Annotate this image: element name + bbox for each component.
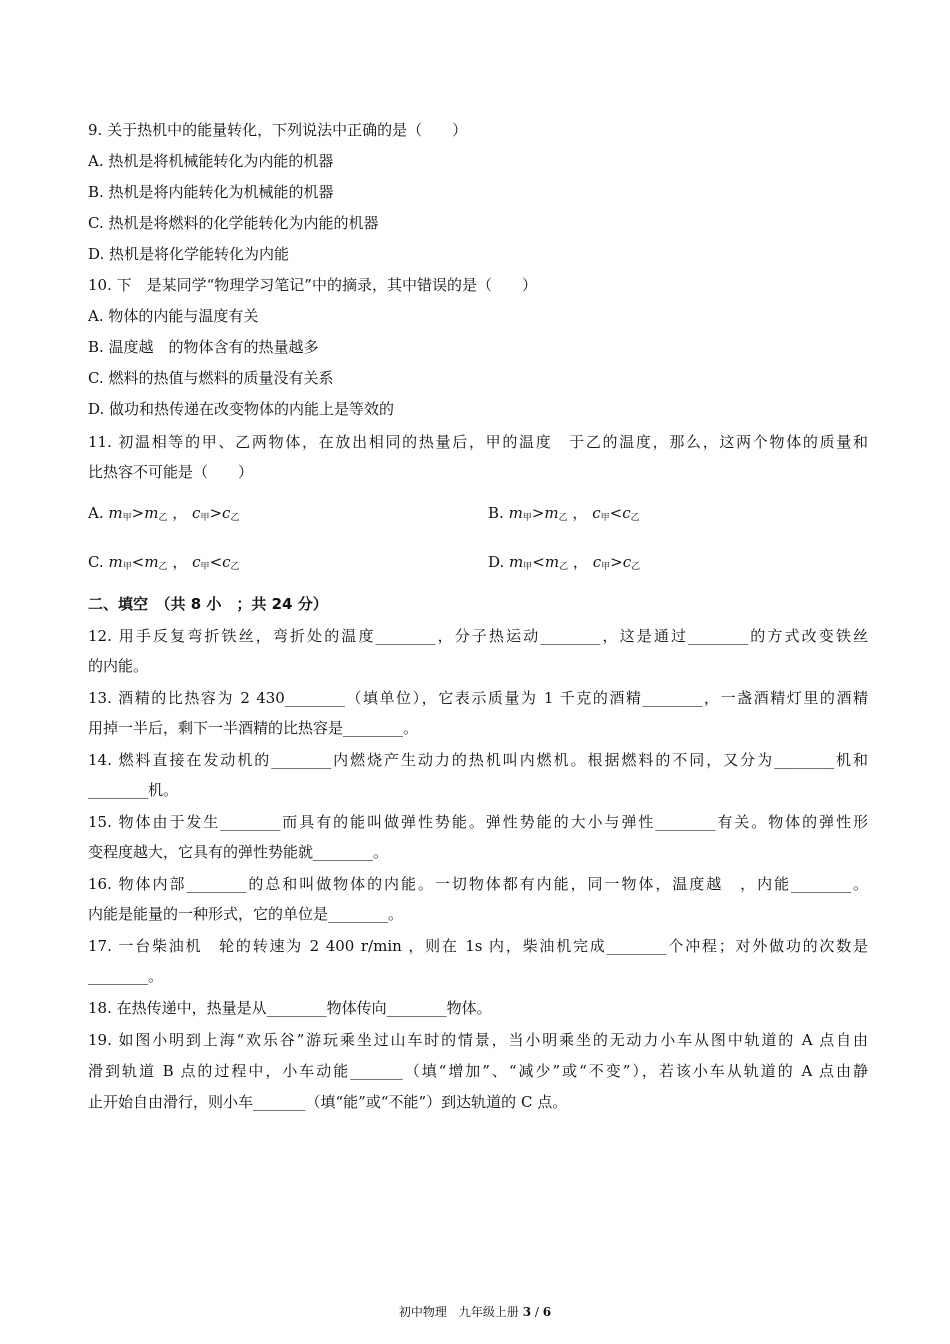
q9-option-d: D. 热机是将化学能转化为内能 xyxy=(88,245,290,263)
q15-line1: 15. 物体由于发生________而具有的能叫做弹性势能。弹性势能的大小与弹性________有关。物体的弹性形 xyxy=(88,813,868,831)
page-footer: 初中物理 九年级上册 3 / 6 xyxy=(398,1305,552,1319)
q11-stem-line2: 比热容不可能是（ ） xyxy=(88,463,254,481)
q13-line2: 用掉一半后，剩下一半酒精的比热容是________。 xyxy=(88,719,419,737)
q11-option-c: C. $m_甲<m_乙$ ， $c_甲<c_乙$ xyxy=(88,553,240,572)
q10-option-c: C. 燃料的热值与燃料的质量没有关系 xyxy=(88,369,334,387)
q13-line1: 13. 酒精的比热容为 2 430________（填单位），它表示质量为 1 千克的酒精________，一盏酒精灯里的酒精 xyxy=(88,689,868,707)
q10-option-b: B. 温度越 的物体含有的热量越多 xyxy=(88,338,319,356)
q9-option-b: B. 热机是将内能转化为机械能的机器 xyxy=(88,183,334,201)
q9-stem: 9. 关于热机中的能量转化，下列说法中正确的是（ ） xyxy=(88,121,468,139)
q14-line1: 14. 燃料直接在发动机的________内燃烧产生动力的热机叫内燃机。根据燃料的不同，又分为________机和 xyxy=(88,751,868,769)
q17-line1: 17. 一台柴油机 轮的转速为 2 400 r/min ，则在 1s 内，柴油机完成________个冲程；对外做功的次数是 xyxy=(88,937,868,955)
section-2-heading: 二、填空 （共 8 小 ；共 24 分） xyxy=(88,595,328,613)
page-number: 3 xyxy=(522,1305,532,1319)
q12-line1: 12. 用手反复弯折铁丝，弯折处的温度________，分子热运动________，这是通过________的方式改变铁丝 xyxy=(88,627,868,645)
q19-line1: 19. 如图小明到上海“欢乐谷”游玩乘坐过山车时的情景，当小明乘坐的无动力小车从图中轨道的 A 点自由 xyxy=(88,1031,868,1049)
q9-option-c: C. 热机是将燃料的化学能转化为内能的机器 xyxy=(88,214,379,232)
page-total: 6 xyxy=(542,1305,552,1319)
q18-line1: 18. 在热传递中，热量是从________物体传向________物体。 xyxy=(88,999,492,1017)
q10-stem: 10. 下 是某同学“物理学习笔记”中的摘录，其中错误的是（ ） xyxy=(88,276,537,294)
q19-line3: 止开始自由滑行，则小车_______（填“能”或“不能”）到达轨道的 C 点。 xyxy=(88,1093,568,1111)
footer-title: 初中物理 九年级上册 xyxy=(398,1305,519,1319)
q11-option-a: A. $m_甲>m_乙$ ， $c_甲>c_乙$ xyxy=(88,504,240,523)
q12-line2: 的内能。 xyxy=(88,657,149,675)
q15-line2: 变程度越大，它具有的弹性势能就________。 xyxy=(88,843,389,861)
q16-line1: 16. 物体内部________的总和叫做物体的内能。一切物体都有内能，同一物体，温度越 ，内能________。 xyxy=(88,875,868,893)
q11-stem-line1: 11. 初温相等的甲、乙两物体，在放出相同的热量后，甲的温度 于乙的温度，那么，这两个物体的质量和 xyxy=(88,433,868,451)
q11-option-d: D. $m_甲<m_乙$ ， $c_甲>c_乙$ xyxy=(488,553,641,572)
q10-option-d: D. 做功和热传递在改变物体的内能上是等效的 xyxy=(88,400,395,418)
q16-line2: 内能是能量的一种形式，它的单位是________。 xyxy=(88,905,404,923)
q17-line2: ________。 xyxy=(88,967,164,985)
q10-option-a: A. 物体的内能与温度有关 xyxy=(88,307,259,325)
q19-line2: 滑到轨道 B 点的过程中，小车动能_______（填“增加”、“减少”或“不变”），若该小车从轨道的 A 点由静 xyxy=(88,1062,868,1080)
q9-option-a: A. 热机是将机械能转化为内能的机器 xyxy=(88,152,334,170)
q11-option-b: B. $m_甲>m_乙$ ， $c_甲<c_乙$ xyxy=(488,504,640,523)
q14-line2: ________机。 xyxy=(88,781,179,799)
